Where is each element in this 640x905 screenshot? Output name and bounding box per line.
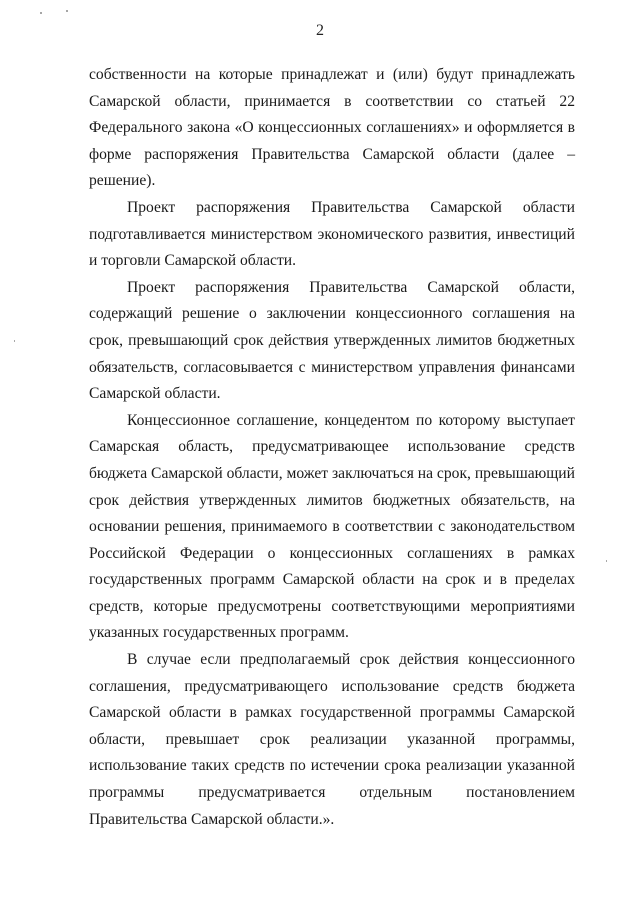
page-number: 2 bbox=[316, 22, 324, 39]
paragraph: Проект распоряжения Правительства Самарской области, содержащий решение о заключении концессионного соглашения на срок, превышающий срок действия утвержденных лимитов бюджетных обязательств, согласовывается с министерством управления финансами Самарской области. bbox=[89, 278, 575, 403]
paragraph-continuation: собственности на которые принадлежат и (или) будут принадлежать Самарской области, принимается в соответствии со статьей 22 Федерального закона «О концессионных соглашениях» и оформляется в форме распоряжения Правительства Самарской области (далее – решение). bbox=[89, 66, 575, 190]
scan-speck bbox=[40, 12, 42, 14]
paragraph: В случае если предполагаемый срок действия концессионного соглашения, предусматривающего использование средств бюджета Самарской области в рамках государственной программы Самарской области, превышает срок реализации указанной программы, использование таких средств по истечении срока реализации указанной программы предусматривается отдельным постановлением Правительства Самарской области.». bbox=[89, 651, 575, 828]
document-body bbox=[89, 62, 575, 833]
scan-speck bbox=[14, 340, 15, 342]
paragraph: Проект распоряжения Правительства Самарской области подготавливается министерством экономического развития, инвестиций и торговли Самарской области. bbox=[89, 198, 575, 270]
scan-speck bbox=[66, 10, 68, 12]
scan-speck bbox=[606, 560, 607, 562]
paragraph: Концессионное соглашение, концедентом по которому выступает Самарская область, предусматривающее использование средств бюджета Самарской области, может заключаться на срок, превышающий срок действия утвержденных лимитов бюджетных обязательств, на основании решения, принимаемого в соответствии с законодательством Российской Федерации о концессионных соглашениях в рамках государственных программ Самарской области на срок и в пределах средств, которые предусмотрены соответствующими мероприятиями указанных государственных программ. bbox=[89, 411, 575, 642]
